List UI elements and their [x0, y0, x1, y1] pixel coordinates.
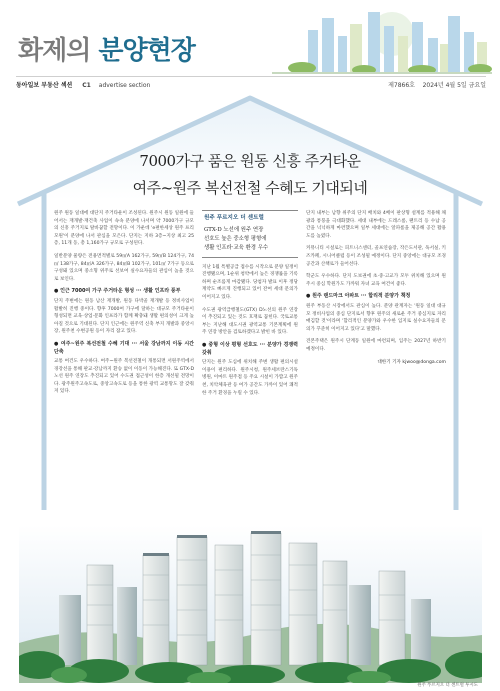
paragraph: 원주 부동산 시장에서도 관심이 높다. 분양 관계자는 '원동 일대 대규모 정비사업의 중심 단지로서 향후 원주의 새로운 주거 중심지로 자리매김할 것'이라며 '합리적인 분양가와 우수한 입지로 실수요자들의 문의가 꾸준히 이어지고 있다'고 말했다.: [306, 303, 446, 332]
highlight-line: 생활 인프라·교육 환경 우수: [204, 244, 269, 251]
paragraph: 단지는 원주 도심에 위치해 주변 생활 편의시설 이용이 편리하다. 원주시청, 원주세브란스기독병원, 이마트 원주점 등 주요 시설이 가깝고 원주천, 치악체육관 등 여가 공간도 가까이 있어 쾌적한 주거 환경을 누릴 수 있다.: [202, 360, 298, 396]
highlight-box-title: 원주 푸르지오 더 센트럴: [204, 215, 264, 221]
publication-date: 2024년 4월 5일 금요일: [422, 82, 486, 89]
headline-line-2: 여주~원주 복선전철 수혜도 기대되네: [132, 179, 368, 197]
paragraph: 단지 주변에는 원동 남산 재개발, 원동 다박골 재개발 등 정비사업이 활발히 진행 중이다. 향후 7000여 가구에 달하는 대규모 주거타운이 형성되면 교육·상업·문화 인프라가 함께 확충돼 생활 편의성이 크게 높아질 것으로 기대된다. 단지 인근에는 원주역 신축 부지 개발과 중앙시장, 원주천 수변공원 등이 자리 잡고 있다.: [54, 298, 194, 335]
subheading: ● 인근 7000여 가구 주거타운 형성 ··· 생활 인프라 풍부: [54, 288, 181, 295]
highlight-line: GTX-D 노선에 원주 연장: [204, 226, 264, 233]
issue-number: 제7866호: [388, 82, 415, 89]
highlight-box: [202, 210, 298, 258]
paragraph: 견본주택은 원주시 단계동 일원에 마련되며, 입주는 2027년 하반기 예정이다.: [306, 339, 446, 352]
section-title-part2: 분양현장: [98, 36, 195, 66]
ad-label: advertise section: [98, 82, 151, 89]
section-title-part1: 화제의: [18, 36, 91, 66]
article-column-3: [306, 210, 446, 366]
photo-caption: 원주 푸르지오 더 센트럴 투시도: [417, 683, 478, 688]
paragraph: 수도권 광역급행철도(GTX) D노선의 원주 연장이 추진되고 있는 것도 호재로 꼽힌다. 국토교통부는 지난해 대도시권 광역교통 기본계획에 원주 연장 방안을 검토하겠다고 밝힌 바 있다.: [202, 307, 298, 336]
masthead-meta-bar: [16, 76, 486, 88]
article-column-1: [54, 210, 194, 401]
subheading: ● 원주 랜드마크 아파트 ··· 합리적 분양가 책정: [306, 293, 411, 300]
page-header: [0, 0, 500, 92]
newspaper-section: 동아일보 부동산 섹션: [16, 82, 73, 89]
paragraph: 교통 여건도 우수하다. 여주~원주 복선전철이 개통되면 서원주역에서 경강선을 통해 판교·강남까지 환승 없이 이동이 가능해진다. 또 GTX-D 노선 원주 연장도 추진되고 있어 수도권 접근성이 한층 개선될 전망이다. 광주원주고속도로, 중앙고속도로 등을 통한 광역 교통망도 잘 갖춰져 있다.: [54, 359, 194, 395]
apartment-complex-rendering: [19, 525, 482, 683]
headline-line-1: 7000가구 품은 원동 신흥 주거타운: [139, 152, 361, 170]
highlight-line: 선호도 높은 중소형 평형에: [204, 235, 267, 242]
city-skyline-illustration: [272, 8, 492, 74]
article-column-2: [202, 210, 298, 402]
reporter-byline: 대한기 기자 kjwoo@donga.com: [377, 359, 446, 365]
article-headline: [0, 150, 500, 198]
page-number: C1: [82, 82, 91, 89]
subheading: ● 여주~원주 복선전철 수혜 기대 ··· 서울 강남까지 이동 시간 단축: [54, 340, 194, 355]
paragraph: 학군도 우수하다. 단지 도보권에 초·중·고교가 모두 위치해 있으며 원주시 중심 학원가도 가까워 자녀 교육 여건이 좋다.: [306, 274, 446, 287]
paragraph: 커뮤니티 시설로는 피트니스센터, 골프연습장, 작은도서관, 독서실, 키즈카페, 시니어클럽 등이 조성될 예정이다. 단지 중앙에는 대규모 조경 공간과 산책로가 들어선다.: [306, 246, 446, 267]
rendering-illustration: [19, 525, 482, 683]
section-title: [18, 30, 195, 67]
paragraph: 지난 1월 특별공급 접수를 시작으로 분양 일정이 진행됐으며, 1순위 청약에서 높은 경쟁률을 기록하며 순조롭게 마감됐다. 당첨자 발표 이후 정당계약도 빠르게 진행되고 있어 잔여 세대 문의가 이어지고 있다.: [202, 264, 298, 300]
paragraph: 단지 내부는 남향 위주의 단지 배치와 4베이 판상형 설계를 적용해 채광과 통풍을 극대화했다. 세대 내부에는 드레스룸, 팬트리 등 수납 공간을 넉넉하게 마련했으며 일부 세대에는 알파룸을 제공해 공간 활용도를 높였다.: [306, 211, 446, 239]
paragraph: 원주 원동 일대에 대단지 주거타운이 조성된다. 원주시 원동 일원에 들어서는 재개발·재건축 사업이 속속 분양에 나서며 약 7000가구 규모의 신흥 주거지로 탈바꿈할 전망이다. 이 가운데 'e편한세상 원주 프리모원'이 분양에 나서 관심을 모은다. 단지는 지하 3층~지상 최고 25층, 11개 동, 총 1,160가구 규모로 구성된다.: [54, 211, 194, 247]
subheading: ● 중형 이상 평형 선호도 ··· 분양가 경쟁력 갖춰: [202, 341, 298, 356]
paragraph: 일반분양 물량은 전용면적별로 59㎡A 162가구, 59㎡B 124가구, 74㎡ 138가구, 84㎡A 326가구, 84㎡B 102가구, 101㎡ 7가구 등으로 구성돼 있으며 중소형 위주로 선보여 실수요자들의 관심이 높을 것으로 보인다.: [54, 253, 194, 282]
